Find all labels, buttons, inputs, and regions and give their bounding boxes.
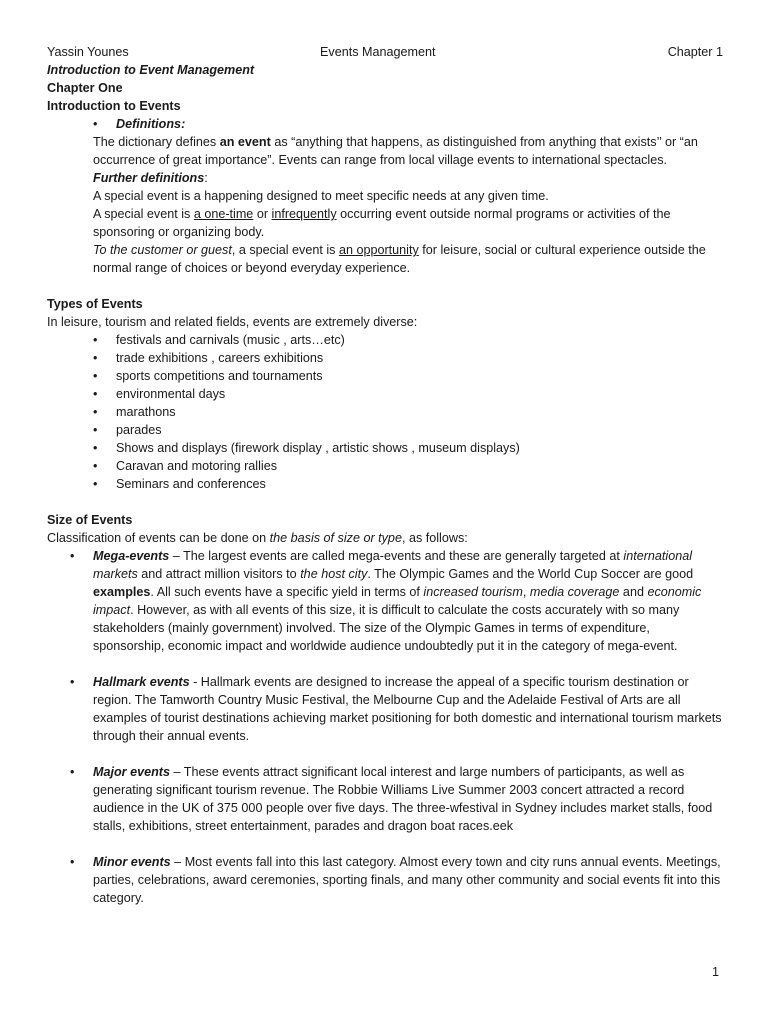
sizes-heading: Size of Events [47, 513, 133, 527]
page-header [47, 43, 723, 61]
sizes-intro: Classification of events can be done on the basis of size or type, as follows: [47, 531, 468, 545]
list-item: • sports competitions and tournaments [47, 367, 723, 385]
header-subject: Events Management [320, 45, 436, 59]
spacer [47, 493, 723, 511]
sizes-list [47, 673, 723, 745]
list-item: • marathons [47, 403, 723, 421]
definitions-heading: • Definitions: [47, 115, 723, 133]
section-intro-heading: Introduction to Events [47, 99, 181, 113]
spacer [47, 835, 723, 853]
spacer [47, 745, 723, 763]
definition-paragraph-2: A special event is a happening designed to meet specific needs at any given time. [93, 189, 549, 203]
types-intro: In leisure, tourism and related fields, events are extremely diverse: [47, 315, 418, 329]
types-list [47, 331, 723, 493]
list-item: • Seminars and conferences [47, 475, 723, 493]
major-events-item: • Major events – These events attract significant local interest and large numbers of participants, as well as generating significant tourism revenue. The Robbie Williams Live Summer 2003 concert attracted a record audience in the UK of 375 000 people over five days. The three-wfestival in Sydney includes market stalls, food stalls, exhibitions, street entertainment, parades and dragon boat races.eek [47, 763, 723, 835]
list-item: • environmental days [47, 385, 723, 403]
sizes-list [47, 547, 723, 655]
mega-events-item: • Mega-events – The largest events are called mega-events and these are generally targeted at international markets and attract million visitors to the host city. The Olympic Games and the World Cup Soccer are good examples. All such events have a specific yield in terms of increased tourism, media coverage and economic impact. However, as with all events of this size, it is difficult to calculate the costs accurately with so many stakeholders (mainly government) involved. The size of the Olympic Games in terms of expenditure, sponsorship, economic impact and worldwide audience undoubtedly put it in the category of mega-event. [47, 547, 723, 655]
sizes-list [47, 763, 723, 835]
page-number: 1 [712, 965, 720, 979]
sizes-list [47, 853, 723, 907]
document-page [47, 43, 723, 907]
document-title: Introduction to Event Management [47, 63, 255, 77]
definition-paragraph-3: A special event is a one-time or infrequently occurring event outside normal programs or activities of the sponsoring or organizing body. [93, 207, 671, 239]
list-item: • Caravan and motoring rallies [47, 457, 723, 475]
list-item: • festivals and carnivals (music , arts…etc) [47, 331, 723, 349]
list-item: • trade exhibitions , careers exhibitions [47, 349, 723, 367]
hallmark-events-item: • Hallmark events - Hallmark events are designed to increase the appeal of a specific tourism destination or region. The Tamworth Country Music Festival, the Melbourne Cup and the Adelaide Festival of Arts are all examples of tourist destinations achieving market positioning for both domestic and international tourism markets through their annual events. [47, 673, 723, 745]
minor-events-item: • Minor events – Most events fall into this last category. Almost every town and city runs annual events. Meetings, parties, celebrations, award ceremonies, sporting finals, and many other community and social events fit into this category. [47, 853, 723, 907]
further-definitions-heading: Further definitions: [93, 171, 208, 185]
spacer [47, 655, 723, 673]
header-author: Yassin Younes [47, 45, 129, 59]
chapter-label: Chapter One [47, 81, 123, 95]
list-item: • parades [47, 421, 723, 439]
spacer [47, 277, 723, 295]
header-chapter: Chapter 1 [667, 45, 723, 59]
definition-paragraph-1: The dictionary defines an event as “anything that happens, as distinguished from anything that exists’’ or “an occurrence of great importance”. Events can range from local village events to international spectacles. [93, 135, 698, 167]
types-heading: Types of Events [47, 297, 143, 311]
definition-paragraph-4: To the customer or guest, a special event is an opportunity for leisure, social or cultural experience outside the normal range of choices or beyond everyday experience. [93, 243, 706, 275]
list-item: • Shows and displays (firework display , artistic shows , museum displays) [47, 439, 723, 457]
